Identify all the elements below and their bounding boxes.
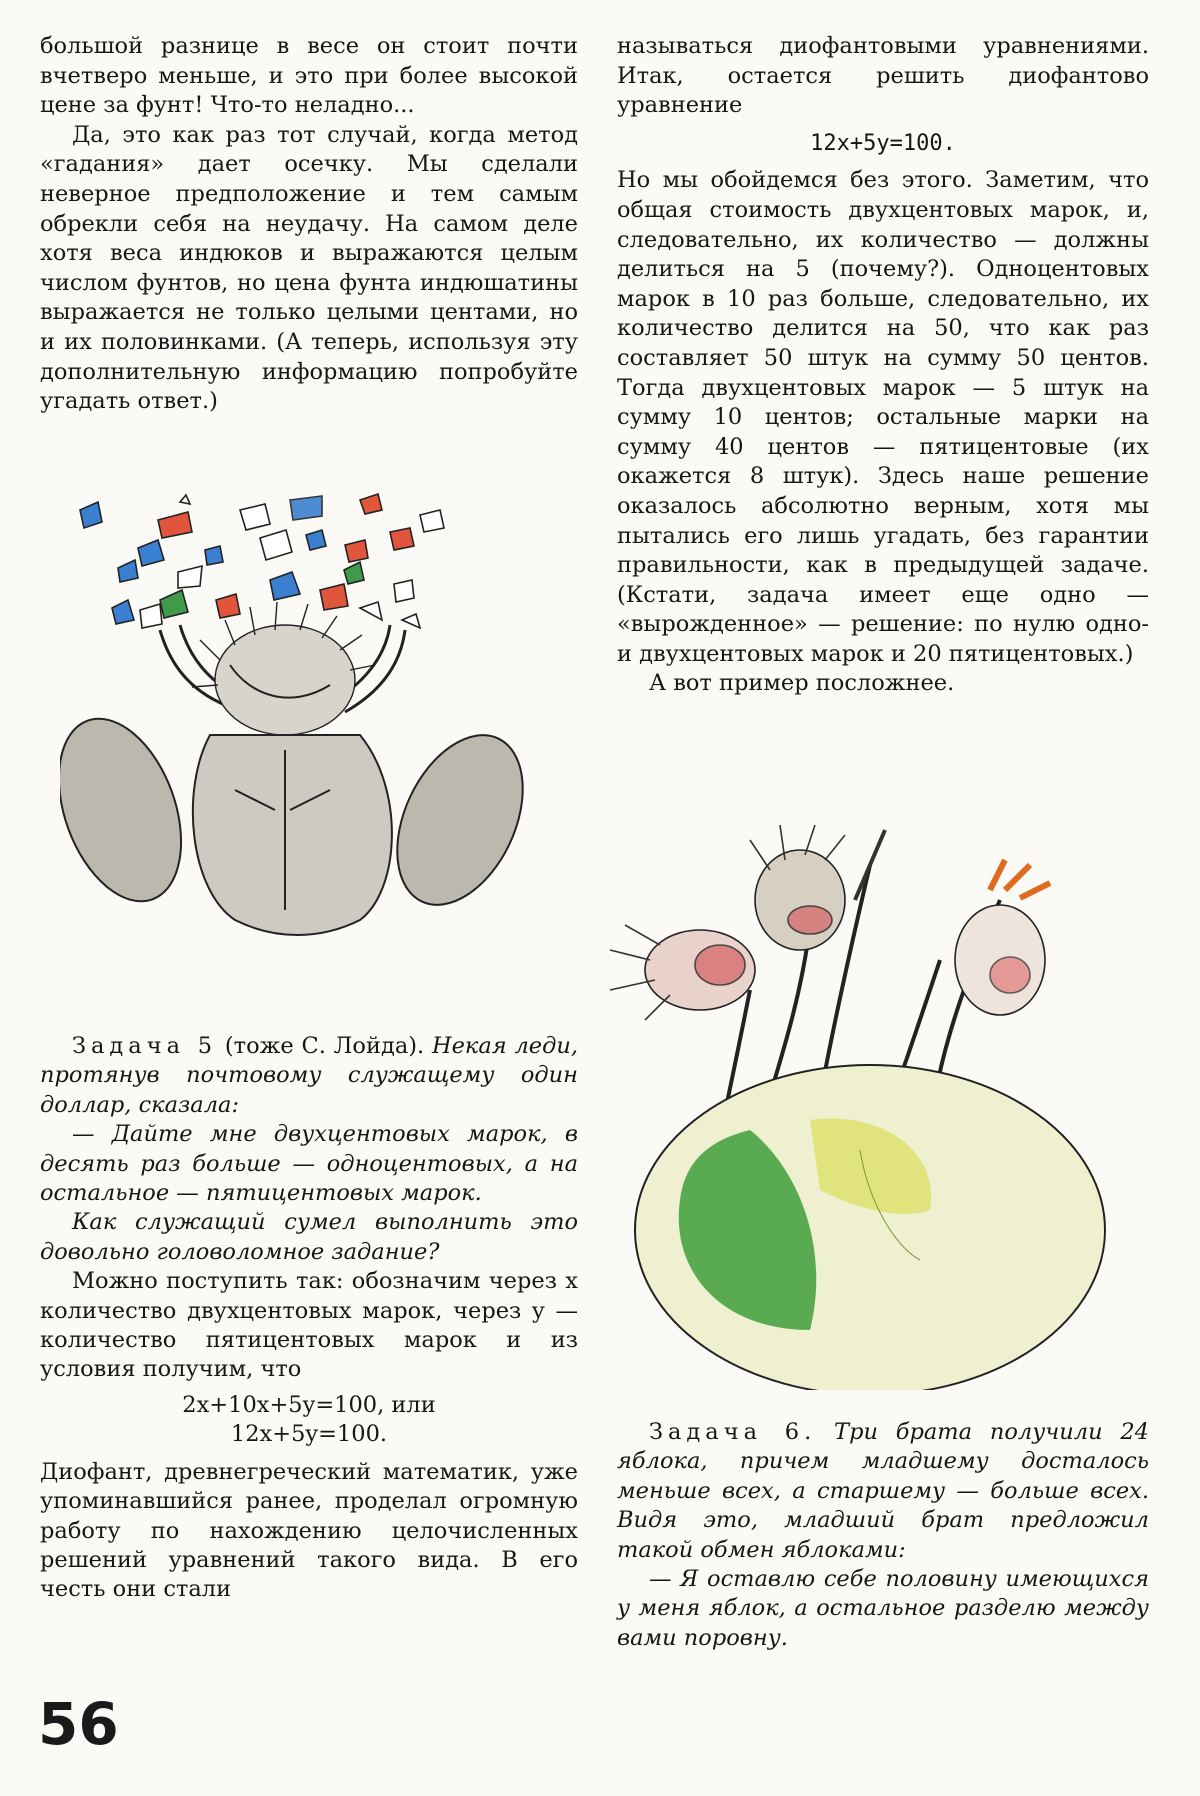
equation-2: 12x+5y=100.: [230, 1421, 388, 1448]
page-number: 56: [38, 1690, 119, 1758]
diophantine-equation: 12x+5y=100.: [810, 130, 956, 156]
paragraph-continuation: большой разнице в весе он стоит почти вчетверо меньше, и это при более высокой цене за фунт! Что-то неладно...: [40, 33, 578, 119]
apple: [635, 1065, 1105, 1390]
left-column-bottom: [40, 1032, 578, 1605]
flying-stamps: [80, 494, 444, 628]
task5-label: Задача 5: [72, 1033, 218, 1059]
task5-question: Как служащий сумел выполнить это довольно головоломное задание?: [40, 1209, 578, 1265]
diophantine-paragraph: называться диофантовыми уравнениями. Итак, остается решить диофантово уравнение: [617, 33, 1149, 119]
task6-statement: [617, 1418, 1149, 1565]
task5-text: Некая леди, протянув почтовому служащему один доллар, сказала:: [40, 1033, 578, 1118]
paragraph-guessing-method: Да, это как раз тот случай, когда метод «гадания» дает осечку. Мы сделали неверное предположение и тем самым обрекли себя на неудачу. На самом деле хотя веса индюков и выражаются целым числом фунтов, но цена фунта индюшатины выражается не только целыми центами, но и их половинками. (А теперь, используя эту дополнительную информацию попробуйте угадать ответ.): [40, 121, 578, 415]
task6-label: Задача 6.: [649, 1419, 817, 1445]
task5-solution: Можно поступить так: обозначим через x количество двухцентовых марок, через y — количество пятицентовых марок и из условия получим, что: [40, 1268, 578, 1383]
task6-quote: — Я оставлю себе половину имеющихся у меня яблок, а остальное разделю между вами поровну.: [617, 1566, 1149, 1651]
harder-example-line: А вот пример посложнее.: [649, 670, 955, 697]
apple-brothers-illustration: [600, 790, 1160, 1390]
solution-paragraph: Но мы обойдемся без этого. Заметим, что общая стоимость двухцентовых марок, и, следовательно, их количество — должны делиться на 5 (почему?). Одноцентовых марок в 10 раз больше, следовательно, их количество делится на 50, что как раз составляет 50 штук на сумму 50 центов. Тогда двухцентовых марок — 5 штук на сумму 10 центов; остальные марки на сумму 40 центов — пятицентовые (их окажется 8 штук). Здесь наше решение оказалось абсолютно верным, хотя мы пытались его лишь угадать, без гарантии правильности, как в предыдущей задаче. (Кстати, задача имеет еще одно — «вырожденное» — решение: по нулю одно- и двухцентовых марок и 20 пятицентовых.): [617, 167, 1149, 667]
hairy-head: [192, 602, 375, 735]
stamps-man-illustration: [60, 490, 580, 1015]
body: [193, 735, 392, 935]
right-column-top: [617, 32, 1149, 699]
task5-quote: — Дайте мне двухцентовых марок, в десять раз больше — одноцентовых, а на остальное — пятицентовых марок.: [40, 1121, 578, 1207]
task6-text: Три брата получили 24 яблока, причем младшему досталось меньше всех, а старшему — больше всех. Видя это, младший брат предложил такой обмен яблоками:: [617, 1419, 1149, 1563]
equation-1: 2x+10x+5y=100, или: [182, 1391, 436, 1418]
left-column-top: [40, 32, 578, 417]
right-column-bottom: [617, 1418, 1149, 1653]
task5-statement: [40, 1032, 578, 1120]
heads: [610, 825, 1050, 1020]
task5-source: (тоже С. Лойда).: [217, 1033, 432, 1059]
diophant-paragraph: Диофант, древнегреческий математик, уже упоминавшийся ранее, проделал огромную работу по нахождению целочисленных решений уравнений такого вида. В его честь они стали: [40, 1458, 578, 1603]
